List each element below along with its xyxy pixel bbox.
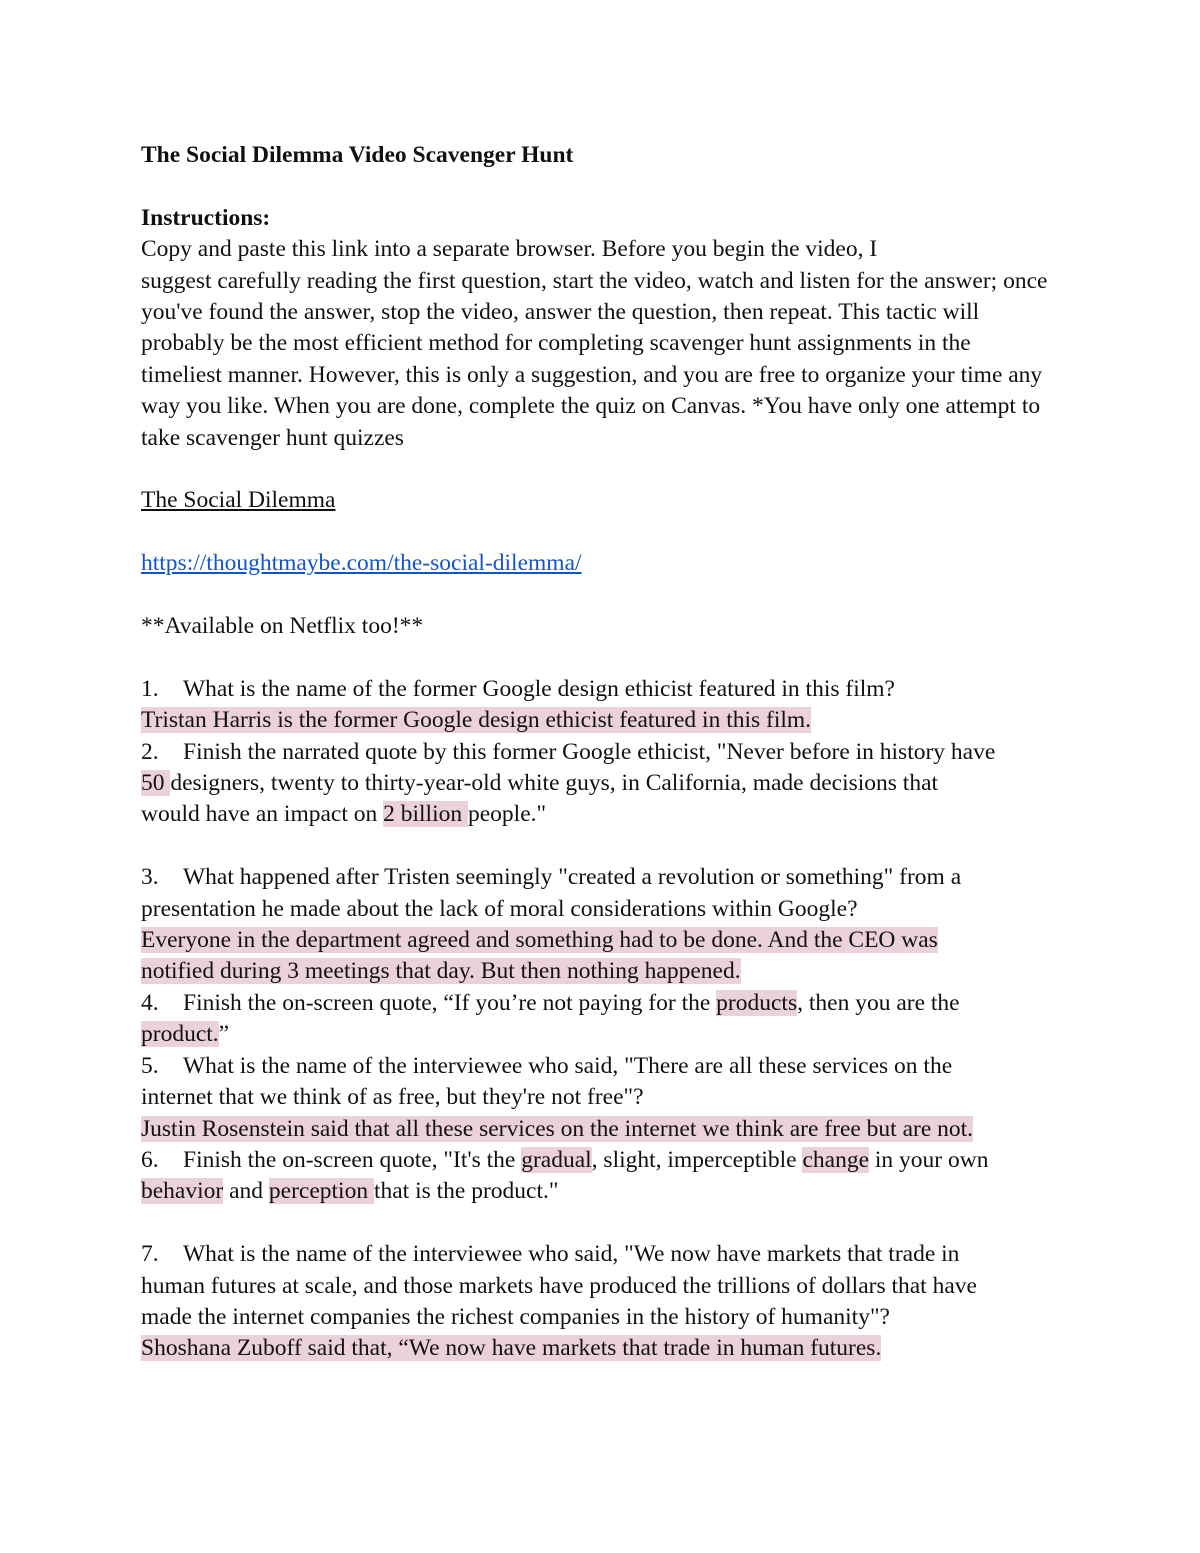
film-link[interactable]: https://thoughtmaybe.com/the-social-dilemma/ (141, 550, 582, 577)
question-text: What is the name of the former Google design ethicist featured in this film? (183, 675, 895, 702)
question-text: would have an impact on (141, 801, 384, 828)
answer-3: Everyone in the department agreed and something had to be done. And the CEO was (141, 927, 938, 954)
question-number: 3. (141, 864, 159, 891)
question-5 (141, 1051, 1200, 1082)
answer-6-blank-1: gradual (521, 1146, 592, 1173)
document-page (141, 140, 1200, 1365)
instructions-heading: Instructions: (141, 204, 271, 231)
question-number: 7. (141, 1241, 159, 1268)
question-1 (141, 674, 1200, 705)
question-7 (141, 1239, 1200, 1270)
question-number: 4. (141, 989, 159, 1016)
answer-4-blank-1: products (716, 989, 798, 1016)
instructions-line: you've found the answer, stop the video, answer the question, then repeat. This tactic will (141, 299, 980, 326)
answer-5: Justin Rosenstein said that all these services on the internet we think are free but are not. (141, 1115, 974, 1142)
question-text: What is the name of the interviewee who said, "There are all these services on the (183, 1052, 953, 1079)
question-text: ” (218, 1021, 230, 1048)
question-number: 1. (141, 675, 159, 702)
question-text: What happened after Tristen seemingly "created a revolution or something" from a (183, 864, 962, 891)
question-text: and (223, 1178, 269, 1205)
question-text: human futures at scale, and those markets have produced the trillions of dollars that have (141, 1272, 977, 1299)
answer-6-blank-2: change (802, 1146, 870, 1173)
question-text: , then you are the (797, 989, 960, 1016)
spacer (141, 517, 1200, 548)
question-text: Finish the narrated quote by this former Google ethicist, "Never before in history have (183, 738, 996, 765)
question-number: 5. (141, 1052, 159, 1079)
question-number: 2. (141, 738, 159, 765)
answer-2-blank-2: 2 billion (383, 801, 468, 828)
spacer (141, 1208, 1200, 1239)
spacer (141, 831, 1200, 862)
answer-6-blank-4: perception (268, 1178, 374, 1205)
question-text: in your own (869, 1146, 989, 1173)
instructions-line: way you like. When you are done, complete the quiz on Canvas. *You have only one attempt to (141, 393, 1041, 420)
instructions-line: take scavenger hunt quizzes (141, 424, 404, 451)
question-2 (141, 737, 1200, 768)
question-text: What is the name of the interviewee who said, "We now have markets that trade in (183, 1241, 960, 1268)
answer-7: Shoshana Zuboff said that, “We now have markets that trade in human futures. (141, 1335, 882, 1362)
spacer (141, 642, 1200, 673)
instructions-line: Copy and paste this link into a separate browser. Before you begin the video, I (141, 236, 878, 263)
answer-6-blank-3: behavior (141, 1178, 224, 1205)
film-title: The Social Dilemma (141, 487, 336, 514)
question-text: , slight, imperceptible (591, 1146, 803, 1173)
question-3 (141, 862, 1200, 893)
question-text: designers, twenty to thirty-year-old white guys, in California, made decisions that (170, 770, 939, 797)
question-number: 6. (141, 1146, 159, 1173)
answer-3: notified during 3 meetings that day. But then nothing happened. (141, 958, 741, 985)
question-text: presentation he made about the lack of moral considerations within Google? (141, 895, 858, 922)
question-6 (141, 1145, 1200, 1176)
question-text: people." (468, 801, 547, 828)
question-text: Finish the on-screen quote, "It's the (183, 1146, 522, 1173)
instructions-line: timeliest manner. However, this is only a suggestion, and you are free to organize your time any (141, 361, 1043, 388)
instructions-line: suggest carefully reading the first question, start the video, watch and listen for the answer; once (141, 267, 1048, 294)
spacer (141, 580, 1200, 611)
document-title: The Social Dilemma Video Scavenger Hunt (141, 142, 574, 168)
spacer (141, 454, 1200, 485)
answer-1: Tristan Harris is the former Google design ethicist featured in this film. (141, 707, 812, 734)
question-text: that is the product." (373, 1178, 559, 1205)
question-text: made the internet companies the richest companies in the history of humanity"? (141, 1303, 890, 1330)
instructions-line: probably be the most efficient method for completing scavenger hunt assignments in the (141, 330, 971, 357)
answer-4-blank-2: product. (141, 1021, 219, 1048)
answer-2-blank-1: 50 (141, 770, 171, 797)
question-4 (141, 988, 1200, 1019)
question-text: Finish the on-screen quote, “If you’re not paying for the (183, 989, 717, 1016)
netflix-note: **Available on Netflix too!** (141, 613, 424, 640)
question-text: internet that we think of as free, but they're not free"? (141, 1084, 644, 1111)
